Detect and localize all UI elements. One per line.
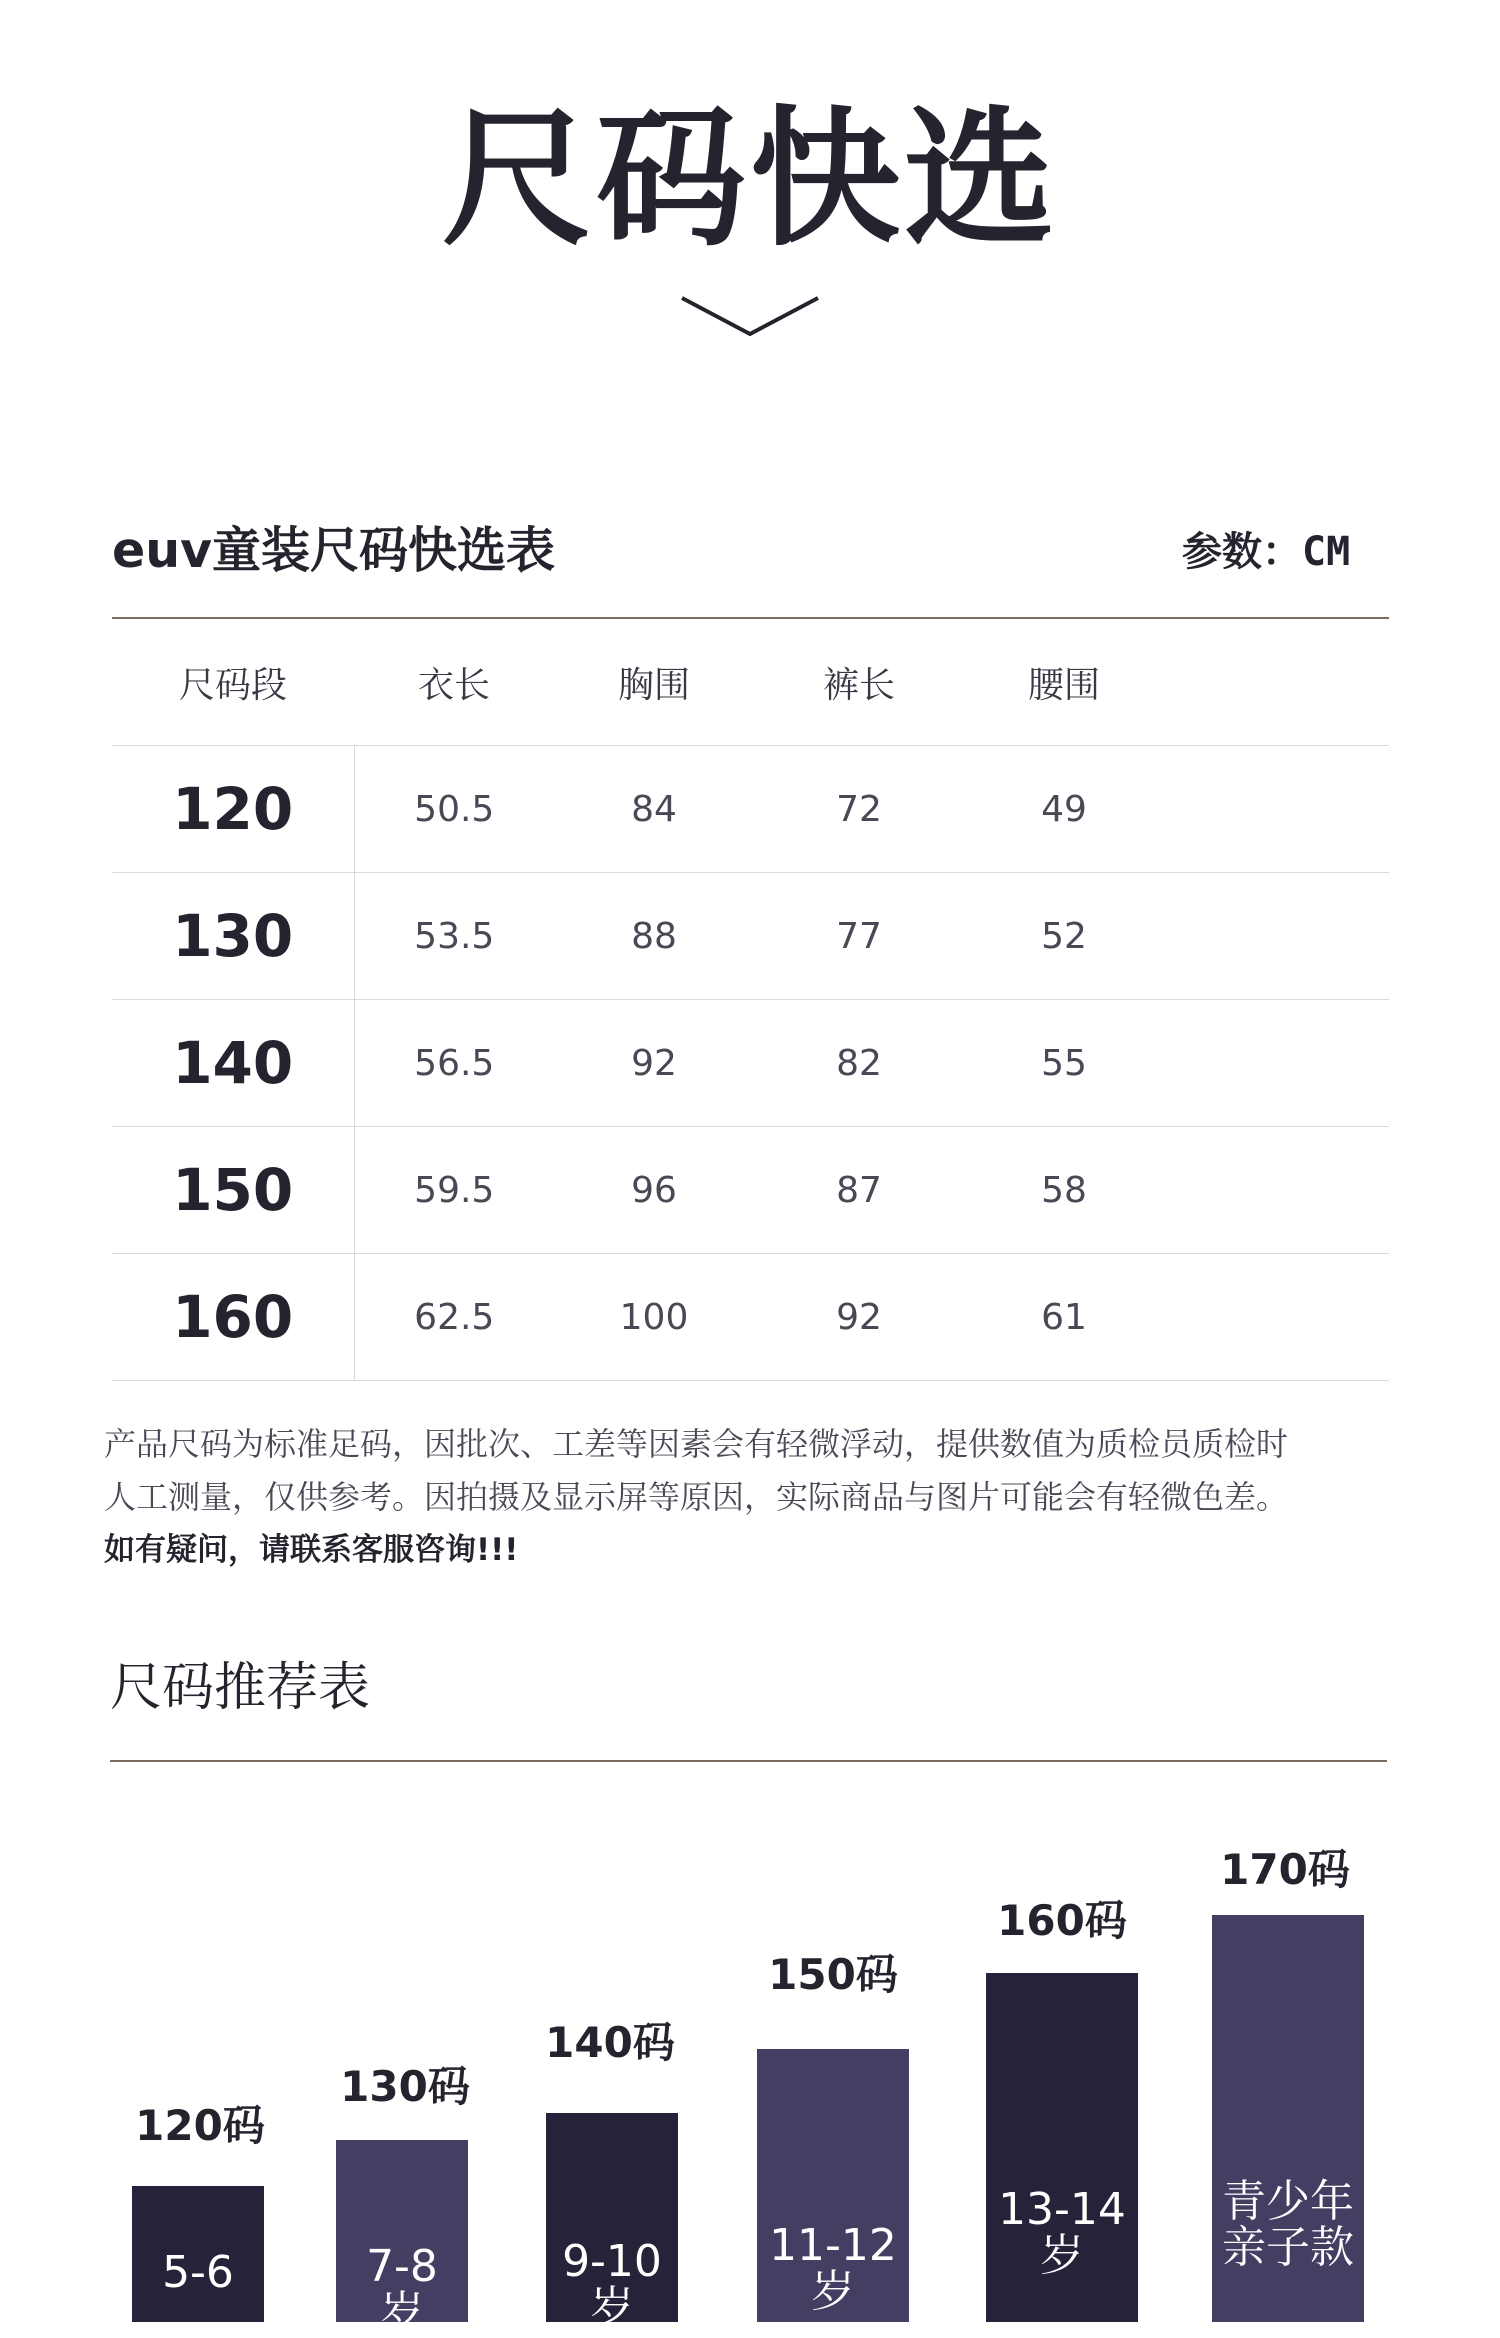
header-pants-length: 裤长: [754, 619, 964, 746]
header-size-range: 尺码段: [112, 619, 354, 746]
size-cell: 130: [112, 873, 354, 1000]
table-cell: 55: [964, 1000, 1164, 1127]
bar-size-label: 160码: [997, 1896, 1127, 1945]
recommendation-bar: [986, 1973, 1138, 2322]
table-title: euv童装尺码快选表: [112, 522, 556, 579]
size-cell: 150: [112, 1127, 354, 1254]
table-cell: 82: [754, 1000, 964, 1127]
recommendation-bar: [757, 2049, 909, 2322]
bar-age-unit: 岁: [811, 2266, 855, 2317]
size-table: [112, 619, 1389, 1381]
table-spacer: [1164, 873, 1389, 1000]
recommendation-bar: [132, 2186, 264, 2322]
bar-age-label: 5-6: [162, 2247, 234, 2298]
table-cell: 77: [754, 873, 964, 1000]
recommendation-title: 尺码推荐表: [110, 1658, 371, 1718]
table-cell: 96: [554, 1127, 754, 1254]
header-waist: 腰围: [964, 619, 1164, 746]
table-row: [112, 1127, 1389, 1254]
unit-prefix: 参数：: [1182, 529, 1302, 575]
unit-label: [1182, 520, 1350, 577]
table-cell: 49: [964, 746, 1164, 873]
table-row: [112, 1254, 1389, 1381]
bar-age-unit: 亲子款: [1222, 2222, 1354, 2273]
table-cell: 62.5: [354, 1254, 554, 1381]
recommendation-bar: [546, 2113, 678, 2333]
notes-line: 人工测量，仅供参考。因拍摄及显示屏等原因，实际商品与图片可能会有轻微色差。: [104, 1478, 1289, 1516]
recommendation-bar: [336, 2140, 468, 2338]
bar-age-label: 7-8: [366, 2241, 438, 2292]
table-row: [112, 873, 1389, 1000]
table-cell: 59.5: [354, 1127, 554, 1254]
bar-size-label: 130码: [340, 2062, 470, 2111]
bar-age-label: 9-10: [562, 2236, 662, 2287]
table-cell: 87: [754, 1127, 964, 1254]
bar-age-label: 13-14: [998, 2184, 1126, 2235]
notes-contact-line: 如有疑问，请联系客服咨询!!!: [104, 1532, 519, 1568]
notes-line: 产品尺码为标准足码，因批次、工差等因素会有轻微浮动，提供数值为质检员质检时: [104, 1425, 1289, 1463]
table-row: [112, 1000, 1389, 1127]
table-cell: 53.5: [354, 873, 554, 1000]
bar-size-label: 140码: [545, 2018, 675, 2067]
unit-value: CM: [1302, 529, 1351, 575]
table-cell: 61: [964, 1254, 1164, 1381]
bar-size-label: 170码: [1220, 1845, 1350, 1894]
header-chest: 胸围: [554, 619, 754, 746]
table-cell: 72: [754, 746, 964, 873]
table-cell: 100: [554, 1254, 754, 1381]
table-cell: 84: [554, 746, 754, 873]
table-header-row: [112, 619, 1389, 746]
size-notes: [104, 1418, 1404, 1577]
chevron-down-icon: [678, 292, 822, 342]
recommendation-bar: [1212, 1915, 1364, 2322]
divider: [110, 1760, 1387, 1762]
table-spacer: [1164, 1000, 1389, 1127]
table-cell: 50.5: [354, 746, 554, 873]
page-title: 尺码快选: [441, 93, 1058, 267]
table-cell: 58: [964, 1127, 1164, 1254]
table-row: [112, 746, 1389, 873]
table-cell: 56.5: [354, 1000, 554, 1127]
size-cell: 140: [112, 1000, 354, 1127]
table-cell: 52: [964, 873, 1164, 1000]
table-spacer: [1164, 1127, 1389, 1254]
table-spacer: [1164, 746, 1389, 873]
bar-age-unit: 岁: [380, 2287, 424, 2338]
bar-size-label: 120码: [135, 2101, 265, 2150]
bar-age-label: 青少年: [1222, 2176, 1354, 2227]
bar-age-label: 11-12: [769, 2220, 897, 2271]
size-cell: 120: [112, 746, 354, 873]
header-length: 衣长: [354, 619, 554, 746]
bar-size-label: 150码: [768, 1950, 898, 1999]
header-spacer: [1164, 619, 1389, 746]
table-cell: 88: [554, 873, 754, 1000]
bar-age-unit: 岁: [1040, 2230, 1084, 2281]
table-cell: 92: [754, 1254, 964, 1381]
table-cell: 92: [554, 1000, 754, 1127]
size-cell: 160: [112, 1254, 354, 1381]
bar-age-unit: 岁: [590, 2282, 634, 2333]
table-spacer: [1164, 1254, 1389, 1381]
